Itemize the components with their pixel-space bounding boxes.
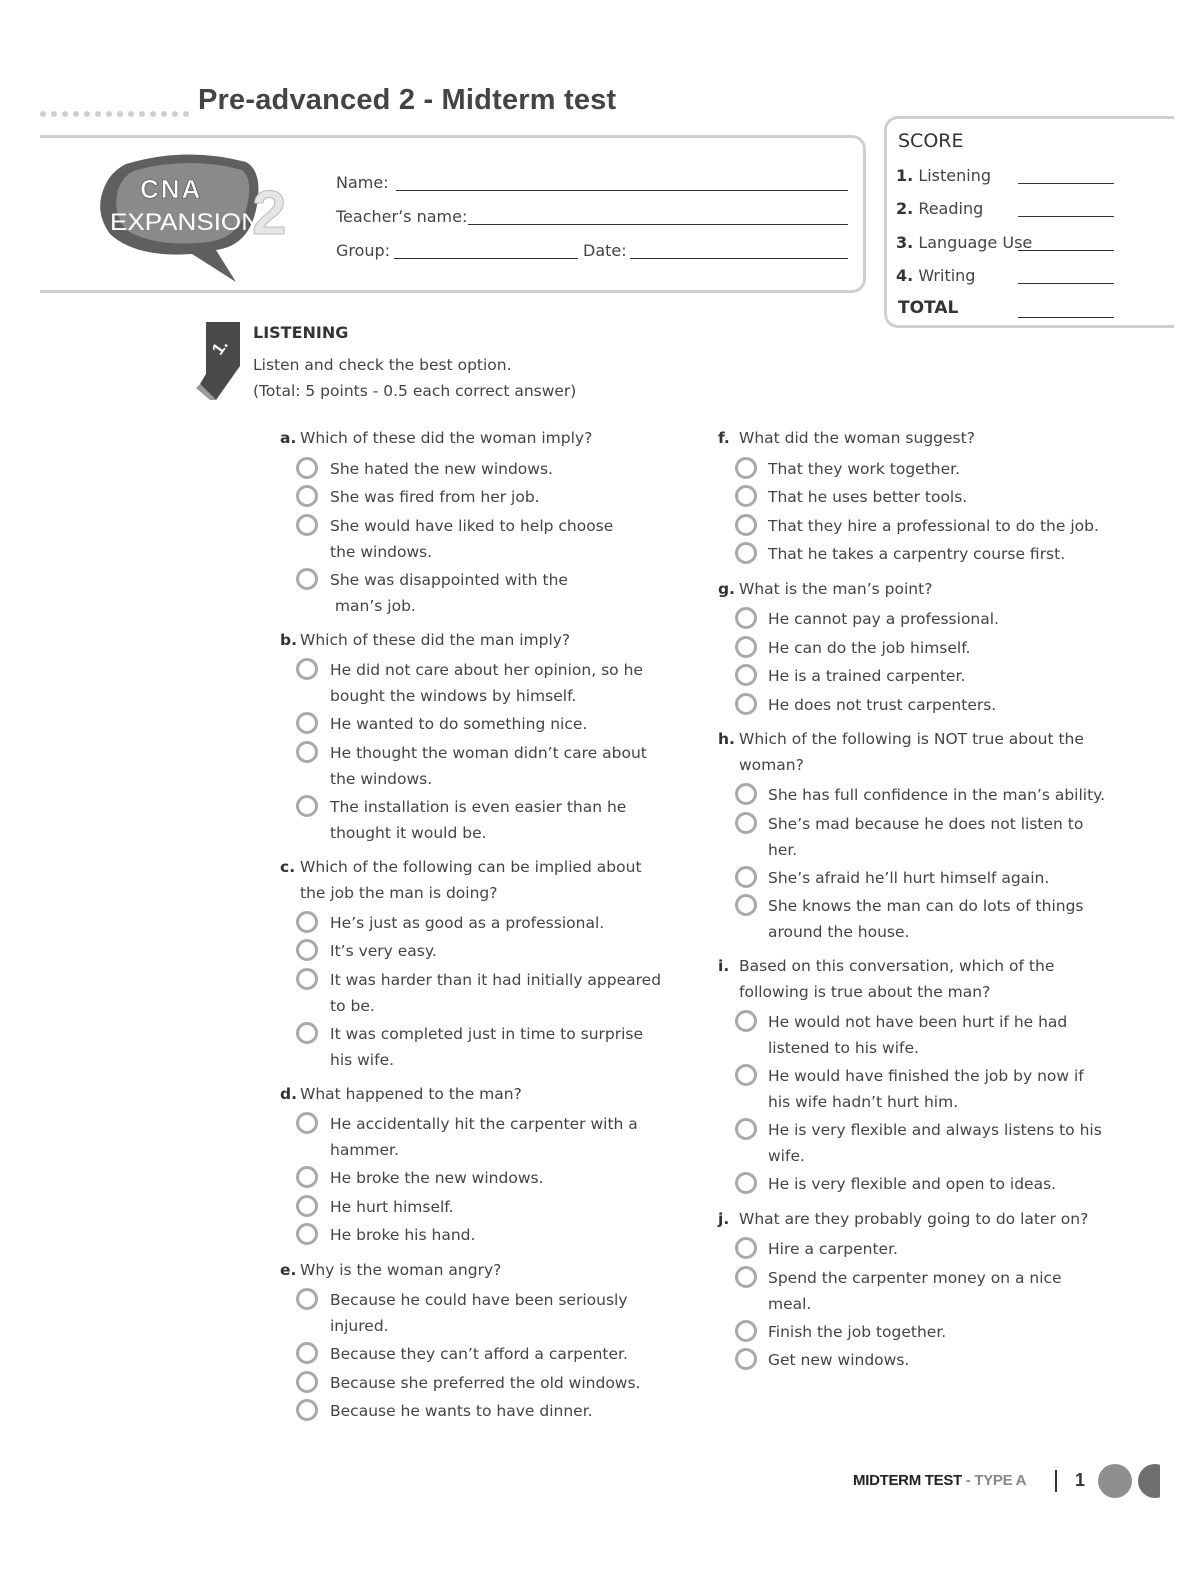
dot-icon xyxy=(84,111,90,117)
score-row-label: Reading xyxy=(918,199,984,218)
dot-icon xyxy=(161,111,167,117)
answer-option[interactable] xyxy=(330,711,587,737)
question-prompt xyxy=(280,1081,522,1107)
dot-icon xyxy=(172,111,178,117)
score-total-label: TOTAL xyxy=(898,298,959,318)
answer-option[interactable] xyxy=(330,484,540,510)
teacher-field[interactable] xyxy=(468,224,848,225)
dot-icon xyxy=(106,111,112,117)
answer-radio-circle[interactable] xyxy=(735,1064,757,1086)
answer-radio-circle[interactable] xyxy=(735,693,757,715)
date-field[interactable] xyxy=(630,258,848,259)
answer-option-text: Because they can’t afford a carpenter. xyxy=(330,1345,628,1363)
answer-option[interactable] xyxy=(330,1370,640,1396)
answer-option[interactable] xyxy=(768,635,970,661)
answer-option-text: She was disappointed with the xyxy=(330,570,568,589)
section-number: 1. xyxy=(208,335,232,359)
score-row-label: Listening xyxy=(918,166,992,185)
answer-option-text: wife. xyxy=(768,1147,805,1165)
answer-option-text: bought the windows by himself. xyxy=(330,687,577,705)
answer-option[interactable] xyxy=(330,1287,628,1339)
answer-option[interactable] xyxy=(330,1341,628,1367)
answer-option-text: Spend the carpenter money on a nice xyxy=(768,1268,1062,1287)
answer-radio-circle[interactable] xyxy=(735,1010,757,1032)
answer-radio-circle[interactable] xyxy=(735,1266,757,1288)
question-text: Which of these did the man imply? xyxy=(300,630,571,649)
score-title: SCORE xyxy=(898,130,964,152)
question-text: What happened to the man? xyxy=(300,1084,522,1103)
answer-option-text: injured. xyxy=(330,1317,389,1335)
question-prompt xyxy=(718,425,975,451)
answer-radio-circle[interactable] xyxy=(296,568,318,590)
answer-option-text: Because he wants to have dinner. xyxy=(330,1402,593,1420)
question-prompt xyxy=(718,726,1084,778)
answer-option[interactable] xyxy=(768,865,1049,891)
dot-icon xyxy=(51,111,57,117)
answer-option-text: around the house. xyxy=(768,923,910,941)
score-row-number: 2. xyxy=(896,199,914,218)
answer-option[interactable] xyxy=(330,938,437,964)
footer-label xyxy=(853,1472,1026,1489)
answer-radio-circle[interactable] xyxy=(296,1166,318,1188)
score-row xyxy=(896,233,1032,252)
question-prompt xyxy=(280,627,570,653)
name-label: Name: xyxy=(336,173,389,192)
answer-option[interactable] xyxy=(330,794,626,846)
answer-option-text: He does not trust carpenters. xyxy=(768,695,997,714)
footer-dot-icon xyxy=(1098,1464,1132,1498)
answer-option-text: That they work together. xyxy=(768,459,961,478)
answer-option[interactable] xyxy=(768,606,999,632)
answer-option-text: to be. xyxy=(330,996,375,1015)
answer-option-text: She’s afraid he’ll hurt himself again. xyxy=(768,868,1050,887)
answer-option-text: He would have finished the job by now if xyxy=(768,1067,1084,1085)
score-row-label: Writing xyxy=(918,266,976,285)
answer-radio-circle[interactable] xyxy=(735,1348,757,1370)
answer-option-text: Hire a carpenter. xyxy=(768,1240,898,1258)
group-field[interactable] xyxy=(394,258,578,259)
answer-option-text: He can do the job himself. xyxy=(768,638,971,657)
answer-option[interactable] xyxy=(768,1117,1102,1169)
teacher-label: Teacher’s name: xyxy=(336,207,468,226)
answer-option-text: Because she preferred the old windows. xyxy=(330,1373,641,1392)
answer-option-text: He cannot pay a professional. xyxy=(768,610,999,628)
answer-radio-circle[interactable] xyxy=(296,741,318,763)
answer-option-text: her. xyxy=(768,840,798,859)
title-dots-right xyxy=(646,74,1160,82)
answer-option-text: It was completed just in time to surprise xyxy=(330,1024,644,1043)
answer-radio-circle[interactable] xyxy=(735,664,757,686)
dot-icon xyxy=(95,111,101,117)
answer-option[interactable] xyxy=(330,1194,454,1220)
group-label: Group: xyxy=(336,241,391,260)
dot-icon xyxy=(150,111,156,117)
question-letter: g. xyxy=(718,579,735,598)
answer-radio-circle[interactable] xyxy=(735,485,757,507)
answer-radio-circle[interactable] xyxy=(735,542,757,564)
dot-icon xyxy=(139,111,145,117)
answer-option[interactable] xyxy=(330,567,568,619)
answer-option[interactable] xyxy=(330,456,553,482)
answer-radio-circle[interactable] xyxy=(735,783,757,805)
question-text: following is true about the man? xyxy=(739,983,991,1001)
answer-option[interactable] xyxy=(768,1236,898,1262)
answer-option-text: He is a trained carpenter. xyxy=(768,667,966,685)
answer-radio-circle[interactable] xyxy=(296,1022,318,1044)
answer-radio-circle[interactable] xyxy=(296,939,318,961)
logo-cna-text: CNA xyxy=(140,174,203,204)
answer-option-text: He wanted to do something nice. xyxy=(330,715,588,733)
answer-option[interactable] xyxy=(768,541,1065,567)
answer-option-text: He’s just as good as a professional. xyxy=(330,913,605,932)
answer-option-text: She knows the man can do lots of things xyxy=(768,897,1084,915)
answer-radio-circle[interactable] xyxy=(735,1320,757,1342)
answer-option[interactable] xyxy=(768,1347,909,1373)
dot-icon xyxy=(62,111,68,117)
answer-radio-circle[interactable] xyxy=(735,636,757,658)
score-row-number: 3. xyxy=(896,233,914,252)
score-field[interactable] xyxy=(1018,250,1114,251)
answer-option-text: He did not care about her opinion, so he xyxy=(330,661,643,679)
logo-expansion-text: EXPANSION xyxy=(110,209,260,236)
answer-radio-circle[interactable] xyxy=(735,1118,757,1140)
question-text: What did the woman suggest? xyxy=(739,429,975,447)
score-row-label: Language Use xyxy=(918,233,1033,252)
answer-option[interactable] xyxy=(330,740,647,792)
answer-option[interactable] xyxy=(330,1165,544,1191)
page-title: Pre-advanced 2 - Midterm test xyxy=(198,84,617,116)
answer-option-text: He broke the new windows. xyxy=(330,1169,544,1187)
answer-option-text: He hurt himself. xyxy=(330,1197,454,1216)
question-text: the job the man is doing? xyxy=(300,883,498,902)
answer-option-text: the windows. xyxy=(330,542,433,561)
answer-radio-circle[interactable] xyxy=(296,968,318,990)
answer-option-text: He broke his hand. xyxy=(330,1226,476,1244)
answer-option-text: He is very flexible and open to ideas. xyxy=(768,1175,1057,1193)
answer-option-text: the windows. xyxy=(330,769,433,788)
score-row-number: 4. xyxy=(896,266,914,285)
answer-option[interactable] xyxy=(768,484,967,510)
answer-option[interactable] xyxy=(330,967,661,1019)
score-row xyxy=(896,166,991,185)
answer-option-text: his wife. xyxy=(330,1050,395,1069)
answer-radio-circle[interactable] xyxy=(296,1371,318,1393)
question-letter: b. xyxy=(280,630,297,649)
answer-option-text: She’s mad because he does not listen to xyxy=(768,814,1084,833)
score-row xyxy=(896,199,983,218)
answer-radio-circle[interactable] xyxy=(735,812,757,834)
date-label: Date: xyxy=(583,241,627,260)
answer-option-text: He is very flexible and always listens to his xyxy=(768,1121,1102,1139)
instruction-text: Listen and check the best option. xyxy=(253,356,512,374)
question-letter: d. xyxy=(280,1084,297,1103)
answer-option-text: meal. xyxy=(768,1294,812,1313)
question-text: Which of the following is NOT true about the xyxy=(739,730,1084,748)
answer-radio-circle[interactable] xyxy=(296,712,318,734)
answer-radio-circle[interactable] xyxy=(735,894,757,916)
dot-icon xyxy=(73,111,79,117)
answer-option-text: hammer. xyxy=(330,1141,399,1159)
answer-radio-circle[interactable] xyxy=(735,866,757,888)
question-text: Which of these did the woman imply? xyxy=(300,429,593,447)
score-row-number: 1. xyxy=(896,166,914,185)
answer-option-text: It’s very easy. xyxy=(330,942,437,960)
question-letter: i. xyxy=(718,957,730,975)
dot-icon xyxy=(40,111,46,117)
answer-option[interactable] xyxy=(768,456,960,482)
answer-option[interactable] xyxy=(768,663,965,689)
answer-option-text: She was fired from her job. xyxy=(330,488,540,506)
question-letter: f. xyxy=(718,429,730,447)
question-text: Why is the woman angry? xyxy=(300,1260,502,1279)
question-letter: j. xyxy=(718,1209,730,1228)
answer-radio-circle[interactable] xyxy=(296,911,318,933)
question-prompt xyxy=(280,854,642,906)
question-prompt xyxy=(280,425,592,451)
answer-radio-circle[interactable] xyxy=(735,1172,757,1194)
answer-radio-circle[interactable] xyxy=(296,658,318,680)
question-text: What is the man’s point? xyxy=(739,579,933,598)
answer-radio-circle[interactable] xyxy=(296,1399,318,1421)
title-dots-left xyxy=(40,102,194,110)
score-row xyxy=(896,266,975,285)
section-instructions xyxy=(253,352,576,404)
section-title: LISTENING xyxy=(253,323,349,342)
footer-test-label: MIDTERM TEST xyxy=(853,1472,962,1489)
points-text: (Total: 5 points - 0.5 each correct answer) xyxy=(253,382,577,400)
answer-option[interactable] xyxy=(768,1063,1084,1115)
answer-option-text: That he takes a carpentry course first. xyxy=(768,545,1066,563)
answer-option[interactable] xyxy=(768,893,1084,945)
question-prompt xyxy=(718,576,932,602)
score-field[interactable] xyxy=(1018,216,1114,217)
footer-dot-icon xyxy=(1138,1464,1172,1498)
answer-radio-circle[interactable] xyxy=(296,1223,318,1245)
answer-option[interactable] xyxy=(330,1398,593,1424)
answer-option[interactable] xyxy=(768,1009,1067,1061)
dot-icon xyxy=(117,111,123,117)
answer-option-text: thought it would be. xyxy=(330,823,487,842)
answer-option[interactable] xyxy=(330,1222,475,1248)
answer-option[interactable] xyxy=(330,1111,638,1163)
answer-radio-circle[interactable] xyxy=(735,514,757,536)
answer-radio-circle[interactable] xyxy=(735,607,757,629)
answer-radio-circle[interactable] xyxy=(735,457,757,479)
question-prompt xyxy=(718,953,1054,1005)
question-text: woman? xyxy=(739,756,804,774)
question-text: Which of the following can be implied about xyxy=(300,857,642,876)
answer-option-text: She hated the new windows. xyxy=(330,459,553,478)
answer-option-text: Because he could have been seriously xyxy=(330,1291,628,1309)
score-field[interactable] xyxy=(1018,183,1114,184)
answer-option[interactable] xyxy=(768,692,996,718)
question-letter: c. xyxy=(280,857,296,876)
answer-radio-circle[interactable] xyxy=(296,514,318,536)
page-number: 1 xyxy=(1075,1470,1086,1490)
question-prompt xyxy=(718,1206,1088,1232)
answer-option[interactable] xyxy=(768,811,1083,863)
answer-option-text: That they hire a professional to do the job. xyxy=(768,516,1099,535)
answer-option-text: That he uses better tools. xyxy=(768,488,968,506)
answer-option[interactable] xyxy=(330,910,604,936)
answer-option-text: listened to his wife. xyxy=(768,1039,919,1057)
question-prompt xyxy=(280,1257,501,1283)
answer-radio-circle[interactable] xyxy=(296,1342,318,1364)
answer-option-text: The installation is even easier than he xyxy=(330,797,627,816)
answer-option[interactable] xyxy=(768,782,1105,808)
question-letter: a. xyxy=(280,429,297,447)
answer-option[interactable] xyxy=(768,513,1099,539)
answer-radio-circle[interactable] xyxy=(296,1288,318,1310)
logo-number: 2 xyxy=(252,179,287,248)
score-total-field[interactable] xyxy=(1018,317,1114,318)
question-letter: h. xyxy=(718,730,735,748)
answer-option-text: She has full confidence in the man’s ability. xyxy=(768,786,1106,804)
name-field[interactable] xyxy=(396,190,848,191)
answer-option-text: She would have liked to help choose xyxy=(330,516,614,535)
answer-radio-circle[interactable] xyxy=(296,457,318,479)
answer-option[interactable] xyxy=(768,1171,1056,1197)
answer-option[interactable] xyxy=(330,657,643,709)
answer-option-text: his wife hadn’t hurt him. xyxy=(768,1093,959,1111)
answer-option-text: man’s job. xyxy=(330,596,416,615)
section-number-badge xyxy=(196,322,244,400)
footer-divider xyxy=(1055,1470,1057,1492)
answer-radio-circle[interactable] xyxy=(296,485,318,507)
answer-option-text: He thought the woman didn’t care about xyxy=(330,743,647,762)
answer-option-text: He accidentally hit the carpenter with a xyxy=(330,1115,638,1133)
answer-radio-circle[interactable] xyxy=(296,1112,318,1134)
answer-option[interactable] xyxy=(768,1319,946,1345)
question-text: Based on this conversation, which of the xyxy=(739,957,1055,975)
footer-type-label: - TYPE A xyxy=(965,1472,1027,1489)
question-letter: e. xyxy=(280,1260,297,1279)
cna-expansion-logo xyxy=(96,150,311,282)
score-field[interactable] xyxy=(1018,283,1114,284)
answer-option[interactable] xyxy=(330,513,613,565)
answer-option[interactable] xyxy=(330,1021,643,1073)
answer-radio-circle[interactable] xyxy=(296,795,318,817)
answer-option[interactable] xyxy=(768,1265,1062,1317)
answer-radio-circle[interactable] xyxy=(296,1195,318,1217)
dot-icon xyxy=(183,111,189,117)
question-text: What are they probably going to do later on? xyxy=(739,1209,1089,1228)
answer-radio-circle[interactable] xyxy=(735,1237,757,1259)
answer-option-text: It was harder than it had initially appeared xyxy=(330,970,662,989)
answer-option-text: He would not have been hurt if he had xyxy=(768,1013,1068,1031)
answer-option-text: Finish the job together. xyxy=(768,1322,947,1341)
dot-icon xyxy=(128,111,134,117)
answer-option-text: Get new windows. xyxy=(768,1351,910,1369)
